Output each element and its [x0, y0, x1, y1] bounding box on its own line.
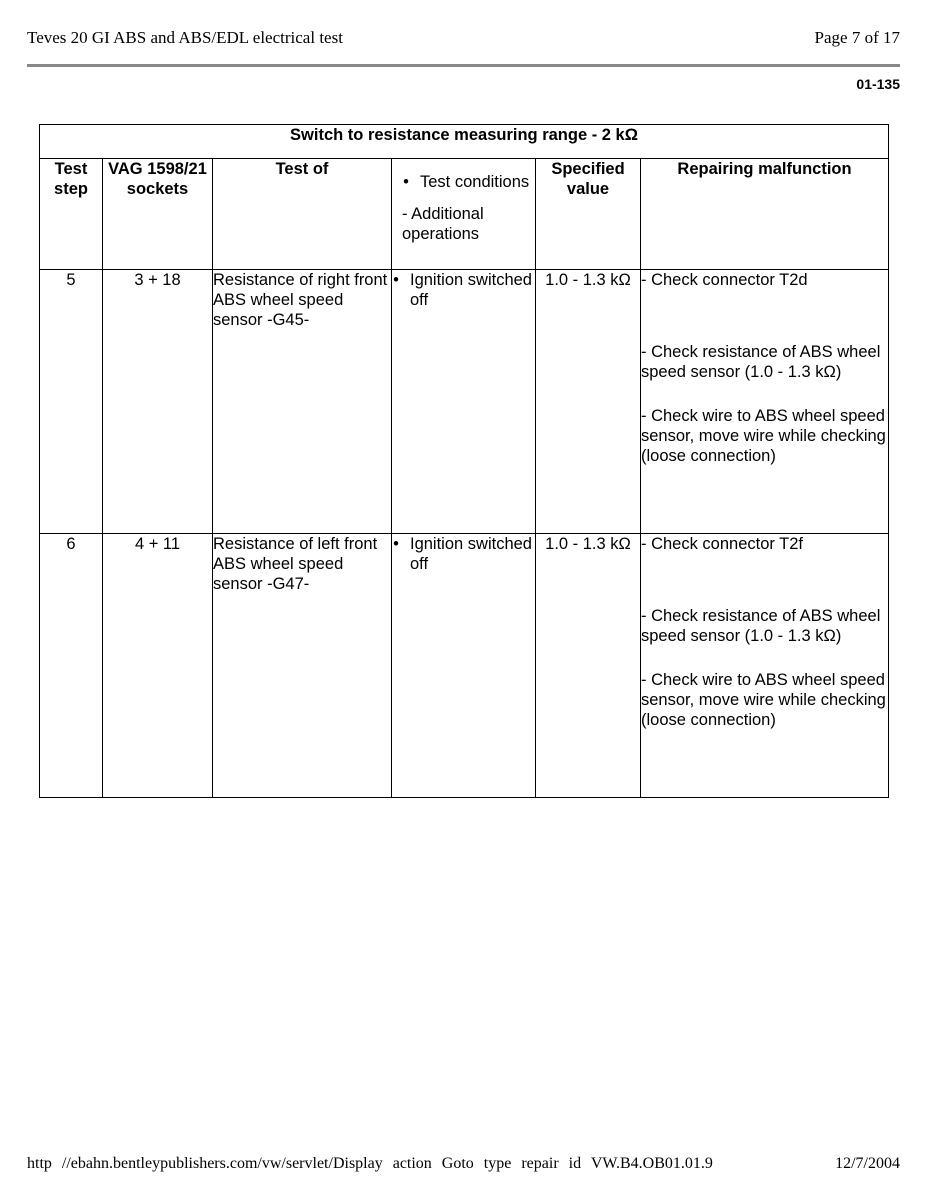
table-row — [40, 534, 889, 798]
bullet-icon: • — [393, 271, 399, 289]
specified-cell: 1.0 - 1.3 kΩ — [536, 270, 641, 534]
repair-step: - Check resistance of ABS wheel speed sensor (1.0 - 1.3 kΩ) — [641, 607, 881, 645]
additional-ops-label: - Additional operations — [402, 205, 484, 243]
repair-step: - Check resistance of ABS wheel speed sensor (1.0 - 1.3 kΩ) — [641, 343, 881, 381]
column-header-row — [40, 159, 889, 270]
condition-text: Ignition switched off — [410, 271, 532, 309]
footer-date: 12/7/2004 — [835, 1155, 900, 1172]
page-number: Page 7 of 17 — [814, 28, 900, 47]
document-title: Teves 20 GI ABS and ABS/EDL electrical test — [27, 28, 343, 47]
test-of-cell: Resistance of left front ABS wheel speed sensor -G47- — [213, 534, 392, 798]
sockets-cell: 4 + 11 — [103, 534, 213, 798]
repair-step: - Check connector T2d — [641, 271, 808, 289]
sockets-cell: 3 + 18 — [103, 270, 213, 534]
col-header-conditions — [392, 159, 536, 270]
repair-cell — [641, 534, 889, 798]
bullet-item — [402, 172, 535, 192]
footer-url: http //ebahn.bentleypublishers.com/vw/servlet/Display action Goto type repair id VW.B4.OB01.01.9 — [27, 1155, 713, 1172]
specified-cell: 1.0 - 1.3 kΩ — [536, 534, 641, 798]
test-of-cell: Resistance of right front ABS wheel speed sensor -G45- — [213, 270, 392, 534]
bullet-icon: • — [403, 173, 409, 191]
test-table — [39, 124, 889, 798]
repair-step: - Check connector T2f — [641, 535, 804, 553]
condition-text: Ignition switched off — [410, 535, 532, 573]
repair-cell — [641, 270, 889, 534]
bullet-item — [392, 534, 535, 574]
col-header-repair: Repairing malfunction — [641, 159, 889, 270]
step-cell: 5 — [40, 270, 103, 534]
bullet-item — [392, 270, 535, 310]
bullet-icon: • — [393, 535, 399, 553]
step-cell: 6 — [40, 534, 103, 798]
repair-step: - Check wire to ABS wheel speed sensor, move wire while checking (loose connection) — [641, 407, 886, 465]
range-title: Switch to resistance measuring range - 2 kΩ — [40, 125, 889, 159]
col-header-step: Test step — [40, 159, 103, 270]
col-header-specified: Specified value — [536, 159, 641, 270]
repair-step: - Check wire to ABS wheel speed sensor, move wire while checking (loose connection) — [641, 671, 886, 729]
condition-cell — [392, 270, 536, 534]
section-code: 01-135 — [856, 76, 900, 92]
condition-cell — [392, 534, 536, 798]
header-divider — [27, 64, 900, 67]
col-header-test-of: Test of — [213, 159, 392, 270]
col-header-sockets: VAG 1598/21 sockets — [103, 159, 213, 270]
table-row — [40, 270, 889, 534]
conditions-label: Test conditions — [420, 173, 530, 191]
